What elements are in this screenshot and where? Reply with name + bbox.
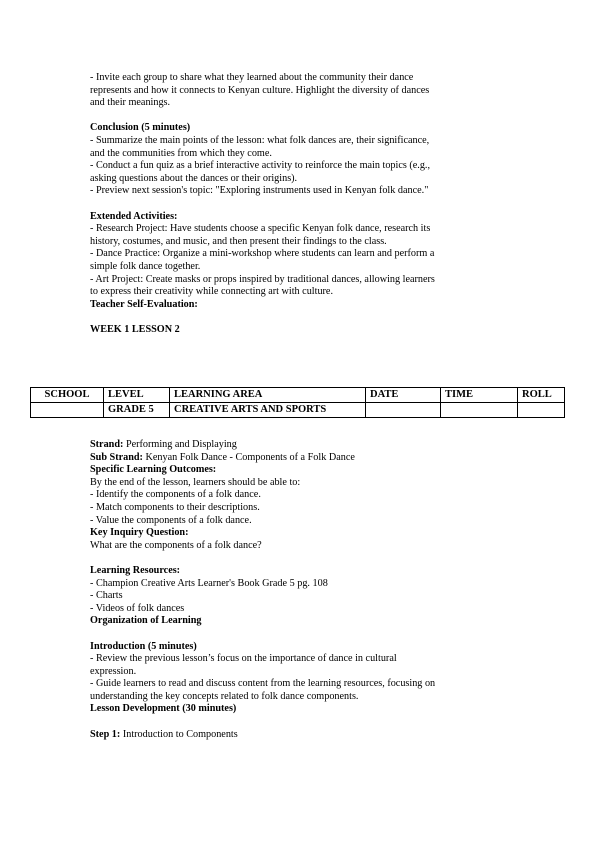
substrand-label: Sub Strand: (90, 451, 143, 463)
strand-label: Strand: (90, 439, 124, 450)
table-row (31, 403, 565, 418)
text-line: and the communities from which they come. (90, 147, 272, 159)
week-lesson-heading: WEEK 1 LESSON 2 (90, 323, 180, 335)
text-line: - Charts (90, 590, 123, 602)
step1-line (90, 729, 510, 742)
text-line: - Videos of folk dances (90, 602, 185, 614)
extended-activities-heading: Extended Activities: (90, 210, 178, 222)
inquiry-text: What are the components of a folk dance? (90, 539, 262, 551)
top-section (90, 72, 510, 336)
text-line: - Preview next session's topic: "Exploring instruments used in Kenyan folk dance." (90, 185, 429, 197)
substrand-value: Kenyan Folk Dance - Components of a Folk Dance (142, 451, 355, 463)
cell-learning-area: CREATIVE ARTS AND SPORTS (170, 403, 366, 418)
outcomes-heading: Specific Learning Outcomes: (90, 464, 217, 476)
conclusion-heading: Conclusion (5 minutes) (90, 122, 191, 134)
text-line: - Art Project: Create masks or props inspired by traditional dances, allowing learners (90, 273, 435, 285)
text-line: - Value the components of a folk dance. (90, 514, 252, 526)
text-line: represents and how it connects to Kenyan culture. Highlight the diversity of dances (90, 84, 430, 96)
step1-label: Step 1: (90, 728, 121, 740)
substrand-line (90, 452, 510, 465)
text-line: expression. (90, 665, 137, 677)
lesson-development-heading: Lesson Development (30 minutes) (90, 703, 237, 715)
header-level: LEVEL (104, 388, 170, 403)
resources-heading: Learning Resources: (90, 564, 181, 576)
text-line: - Identify the components of a folk dance. (90, 489, 261, 501)
lesson-plan-section (90, 439, 510, 741)
text-line: - Review the previous lesson’s focus on the importance of dance in cultural (90, 653, 397, 665)
text-line: - Summarize the main points of the lesson: what folk dances are, their significance, (90, 134, 430, 146)
cell-date (366, 403, 441, 418)
text-line: - Match components to their descriptions. (90, 501, 260, 513)
text-line: - Champion Creative Arts Learner's Book Grade 5 pg. 108 (90, 577, 328, 589)
text-line: simple folk dance together. (90, 260, 201, 272)
header-roll: ROLL (518, 388, 565, 403)
text-line: asking questions about the dances or their origins). (90, 172, 298, 184)
lesson-info-table (30, 387, 565, 418)
text-line: and their meanings. (90, 97, 171, 109)
text-line: By the end of the lesson, learners should be able to: (90, 476, 301, 488)
inquiry-heading: Key Inquiry Question: (90, 527, 189, 539)
cell-school (31, 403, 104, 418)
strand-line (90, 439, 510, 452)
cell-time (441, 403, 518, 418)
strand-value: Performing and Displaying (123, 439, 237, 450)
text-line: - Conduct a fun quiz as a brief interactive activity to reinforce the main topics (e.g., (90, 160, 431, 172)
organization-heading: Organization of Learning (90, 615, 202, 627)
table-header-row (31, 388, 565, 403)
header-time: TIME (441, 388, 518, 403)
text-line: - Guide learners to read and discuss content from the learning resources, focusing on (90, 678, 436, 690)
header-learning-area: LEARNING AREA (170, 388, 366, 403)
text-line: - Invite each group to share what they learned about the community their dance (90, 72, 414, 83)
text-line: understanding the key concepts related to folk dance components. (90, 690, 359, 702)
text-line: - Research Project: Have students choose a specific Kenyan folk dance, research its (90, 223, 431, 235)
text-line: history, costumes, and music, and then present their findings to the class. (90, 235, 387, 247)
header-date: DATE (366, 388, 441, 403)
text-line: to express their creativity while connecting art with culture. (90, 286, 334, 298)
step1-value: Introduction to Components (120, 728, 238, 740)
cell-roll (518, 403, 565, 418)
text-line: - Dance Practice: Organize a mini-workshop where students can learn and perform a (90, 248, 435, 260)
cell-level: GRADE 5 (104, 403, 170, 418)
introduction-heading: Introduction (5 minutes) (90, 640, 197, 652)
header-school: SCHOOL (31, 388, 104, 403)
teacher-self-evaluation-heading: Teacher Self-Evaluation: (90, 298, 198, 310)
